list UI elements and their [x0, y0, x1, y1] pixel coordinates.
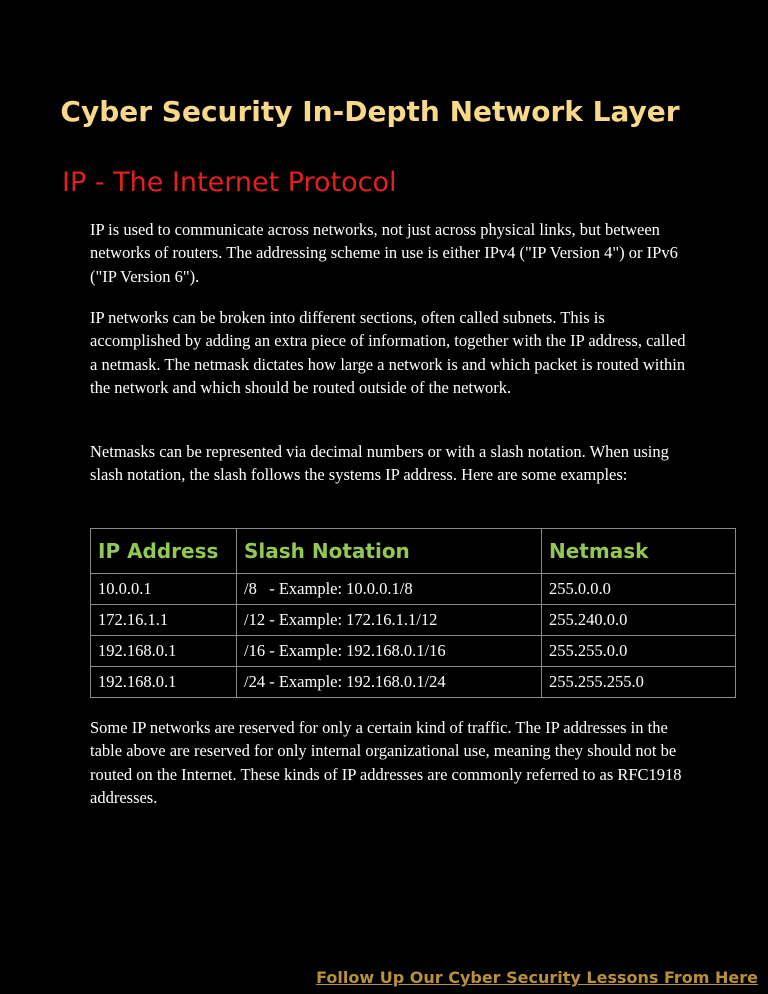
header-netmask: Netmask [542, 529, 736, 574]
table-row [91, 667, 736, 698]
paragraph-rfc1918: Some IP networks are reserved for only a certain kind of traffic. The IP addresses in the table above are reserved for only internal organizational use, meaning they should not be routed on the Internet. These kinds of IP addresses are commonly referred to as RFC1918 addresses. [90, 718, 682, 807]
cell-ip-address: 10.0.0.1 [91, 574, 237, 605]
paragraph-ip-intro: IP is used to communicate across networks, not just across physical links, but between networks of routers. The addressing scheme in use is either IPv4 ("IP Version 4") or IPv6 ("IP Version 6"). [90, 220, 678, 286]
netmask-table [90, 528, 736, 698]
paragraph-netmask-notation: Netmasks can be represented via decimal numbers or with a slash notation. When using slash notation, the slash follows the systems IP address. Here are some examples: [90, 442, 669, 485]
table-row [91, 636, 736, 667]
cell-netmask: 255.255.255.0 [542, 667, 736, 698]
cell-slash-notation: /8 - Example: 10.0.0.1/8 [237, 574, 542, 605]
table-header-row [91, 529, 736, 574]
footer-lessons-link[interactable]: Follow Up Our Cyber Security Lessons From Here [316, 968, 758, 987]
cell-ip-address: 172.16.1.1 [91, 605, 237, 636]
cell-slash-notation: /12 - Example: 172.16.1.1/12 [237, 605, 542, 636]
cell-slash-notation: /16 - Example: 192.168.0.1/16 [237, 636, 542, 667]
table-row [91, 574, 736, 605]
header-ip-address: IP Address [91, 529, 237, 574]
cell-ip-address: 192.168.0.1 [91, 636, 237, 667]
cell-netmask: 255.240.0.0 [542, 605, 736, 636]
cell-slash-notation: /24 - Example: 192.168.0.1/24 [237, 667, 542, 698]
cell-netmask: 255.0.0.0 [542, 574, 736, 605]
section-heading: IP - The Internet Protocol [62, 167, 397, 198]
cell-ip-address: 192.168.0.1 [91, 667, 237, 698]
header-slash-notation: Slash Notation [237, 529, 542, 574]
document-title: Cyber Security In-Depth Network Layer [60, 95, 680, 128]
paragraph-subnets: IP networks can be broken into different sections, often called subnets. This is accomplished by adding an extra piece of information, together with the IP address, called a netmask. The netmask dictates how large a network is and which packet is routed within the network and which should be routed outside of the network. [90, 308, 686, 397]
cell-netmask: 255.255.0.0 [542, 636, 736, 667]
table-row [91, 605, 736, 636]
